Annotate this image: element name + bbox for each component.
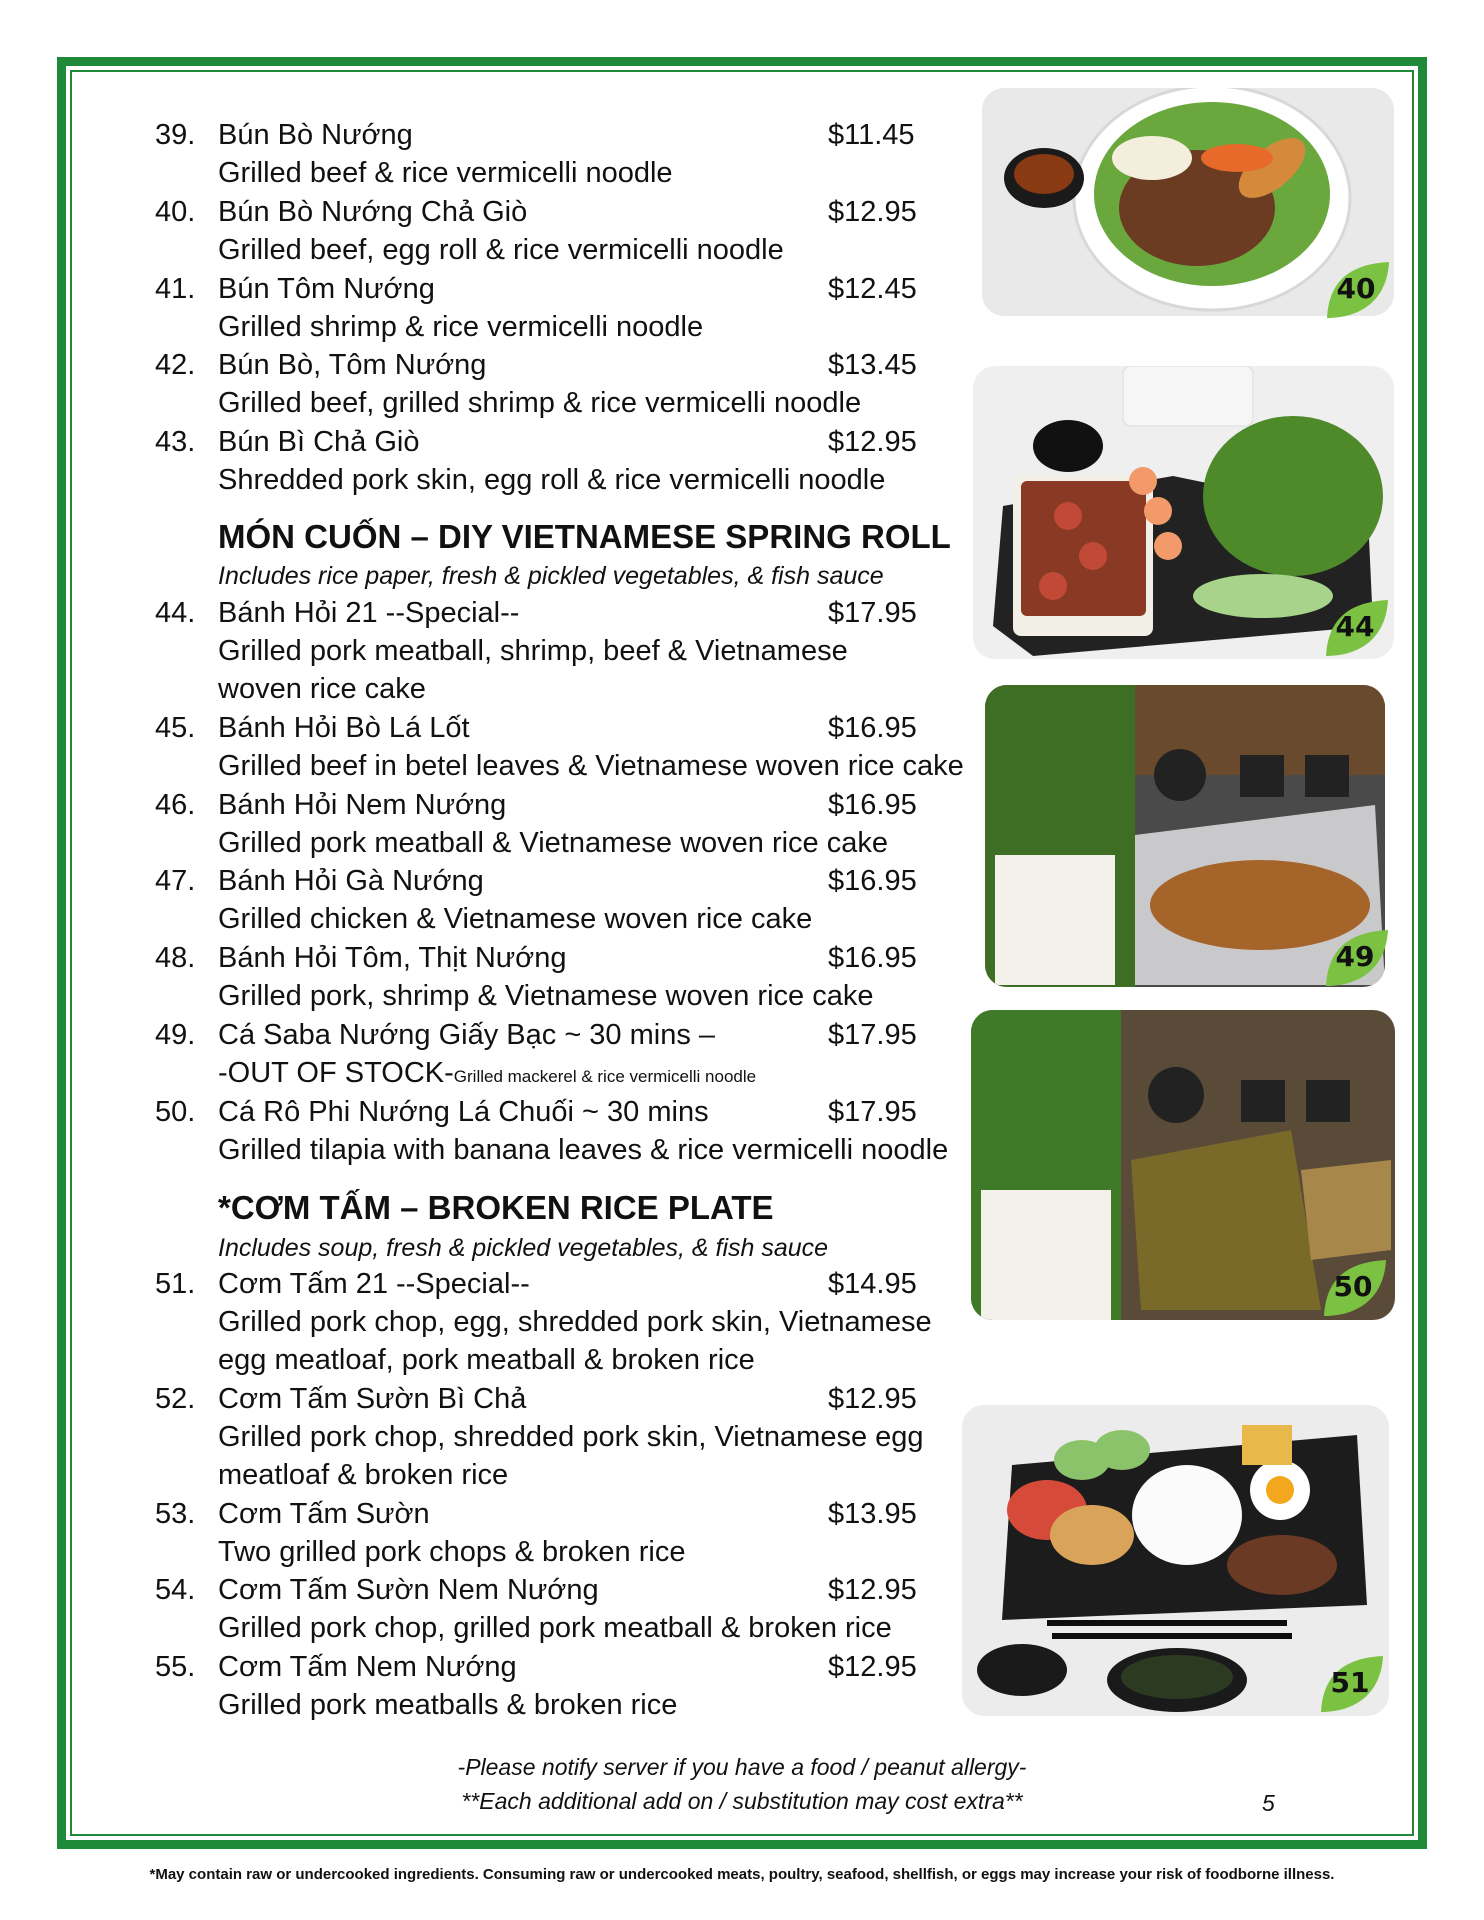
item-price: $13.45 — [828, 349, 917, 381]
item-number: 47. — [155, 865, 196, 897]
item-name: Cơm Tấm Nem Nướng — [218, 1651, 517, 1683]
item-price: $12.45 — [828, 273, 917, 305]
item-number: 49. — [155, 1019, 196, 1051]
badge-number: 50 — [1333, 1270, 1373, 1303]
section-subtitle: Includes rice paper, fresh & pickled vegetables, & fish sauce — [218, 562, 884, 590]
item-number: 43. — [155, 426, 196, 458]
item-number: 54. — [155, 1574, 196, 1606]
item-description: Grilled pork, shrimp & Vietnamese woven rice cake — [218, 980, 874, 1012]
item-number: 40. — [155, 196, 196, 228]
item-price: $17.95 — [828, 1019, 917, 1051]
item-name: Bún Bì Chả Giò — [218, 426, 420, 458]
item-price: $17.95 — [828, 1096, 917, 1128]
item-name: Cơm Tấm Sườn — [218, 1498, 430, 1530]
item-name: Bún Bò Nướng — [218, 119, 413, 151]
item-number: 52. — [155, 1383, 196, 1415]
item-name: Bún Bò, Tôm Nướng — [218, 349, 487, 381]
item-description: woven rice cake — [218, 673, 426, 705]
item-description: Grilled beef in betel leaves & Vietnamese woven rice cake — [218, 750, 964, 782]
photo-badge — [1315, 1654, 1385, 1714]
item-name: Bánh Hỏi Gà Nướng — [218, 865, 484, 897]
addon-note: **Each additional add on / substitution may cost extra** — [461, 1788, 1023, 1814]
item-name: Cơm Tấm 21 --Special-- — [218, 1268, 530, 1300]
item-name: Bánh Hỏi Nem Nướng — [218, 789, 507, 821]
photo-badge — [1320, 598, 1390, 658]
item-number: 42. — [155, 349, 196, 381]
section-title: MÓN CUỐN – DIY VIETNAMESE SPRING ROLL — [218, 518, 951, 555]
item-number: 45. — [155, 712, 196, 744]
item-price: $13.95 — [828, 1498, 917, 1530]
item-price: $12.95 — [828, 1383, 917, 1415]
page-number: 5 — [1262, 1790, 1275, 1816]
badge-number: 51 — [1330, 1666, 1370, 1699]
badge-number: 44 — [1335, 610, 1375, 643]
item-name: Bún Tôm Nướng — [218, 273, 435, 305]
item-price: $12.95 — [828, 1651, 917, 1683]
badge-number: 40 — [1336, 272, 1376, 305]
item-price: $11.45 — [828, 119, 915, 151]
item-name: Cơm Tấm Sườn Bì Chả — [218, 1383, 527, 1415]
item-name: Cá Saba Nướng Giấy Bạc ~ 30 mins – — [218, 1019, 716, 1051]
item-number: 46. — [155, 789, 196, 821]
section-title: *CƠM TẤM – BROKEN RICE PLATE — [218, 1189, 774, 1226]
item-price: $16.95 — [828, 789, 917, 821]
badge-number: 49 — [1335, 940, 1375, 973]
item-description: Grilled chicken & Vietnamese woven rice cake — [218, 903, 813, 935]
section-subtitle: Includes soup, fresh & pickled vegetables, & fish sauce — [218, 1234, 829, 1262]
item-price: $16.95 — [828, 942, 917, 974]
item-description: Grilled beef, egg roll & rice vermicelli noodle — [218, 234, 784, 266]
item-name: Bún Bò Nướng Chả Giò — [218, 196, 528, 228]
item-description: Grilled pork meatballs & broken rice — [218, 1689, 678, 1721]
item-description: Grilled pork chop, shredded pork skin, Vietnamese egg — [218, 1421, 924, 1453]
item-description: egg meatloaf, pork meatball & broken rice — [218, 1344, 755, 1376]
item-name: Bánh Hỏi Bò Lá Lốt — [218, 712, 470, 744]
item-description: Grilled pork meatball, shrimp, beef & Vietnamese — [218, 635, 848, 667]
item-number: 41. — [155, 273, 196, 305]
item-price: $14.95 — [828, 1268, 917, 1300]
item-name: Cơm Tấm Sườn Nem Nướng — [218, 1574, 599, 1606]
photo-badge — [1320, 928, 1390, 988]
item-number: 39. — [155, 119, 196, 151]
item-number: 44. — [155, 597, 196, 629]
item-number: 50. — [155, 1096, 196, 1128]
item-description: Grilled pork chop, egg, shredded pork skin, Vietnamese — [218, 1306, 932, 1338]
item-price: $12.95 — [828, 1574, 917, 1606]
out-of-stock-label: -OUT OF STOCK- — [218, 1057, 454, 1089]
item-number: 53. — [155, 1498, 196, 1530]
item-price: $16.95 — [828, 712, 917, 744]
item-description: Grilled tilapia with banana leaves & rice vermicelli noodle — [218, 1134, 949, 1166]
item-price: $12.95 — [828, 426, 917, 458]
item-description: Grilled shrimp & rice vermicelli noodle — [218, 311, 704, 343]
item-description: Grilled mackerel & rice vermicelli noodle — [453, 1067, 757, 1086]
item-number: 48. — [155, 942, 196, 974]
photo-badge — [1321, 260, 1391, 320]
item-number: 55. — [155, 1651, 196, 1683]
item-price: $16.95 — [828, 865, 917, 897]
item-description: Two grilled pork chops & broken rice — [218, 1536, 686, 1568]
item-description: Grilled beef, grilled shrimp & rice vermicelli noodle — [218, 387, 862, 419]
disclaimer: *May contain raw or undercooked ingredients. Consuming raw or undercooked meats, poultry, seafood, shellfish, or eggs may increase your risk of foodborne illness. — [149, 1866, 1335, 1883]
item-description: Grilled beef & rice vermicelli noodle — [218, 157, 673, 189]
item-description: meatloaf & broken rice — [218, 1459, 509, 1491]
photo-badge — [1318, 1258, 1388, 1318]
item-name: Bánh Hỏi Tôm, Thịt Nướng — [218, 942, 567, 974]
item-description: Grilled pork chop, grilled pork meatball & broken rice — [218, 1612, 892, 1644]
item-description: Grilled pork meatball & Vietnamese woven rice cake — [218, 827, 889, 859]
item-price: $17.95 — [828, 597, 917, 629]
item-number: 51. — [155, 1268, 196, 1300]
item-price: $12.95 — [828, 196, 917, 228]
item-description: Shredded pork skin, egg roll & rice vermicelli noodle — [218, 464, 886, 496]
item-name: Bánh Hỏi 21 --Special-- — [218, 597, 520, 629]
allergy-note: -Please notify server if you have a food / peanut allergy- — [457, 1754, 1027, 1780]
item-name: Cá Rô Phi Nướng Lá Chuối ~ 30 mins — [218, 1096, 709, 1128]
